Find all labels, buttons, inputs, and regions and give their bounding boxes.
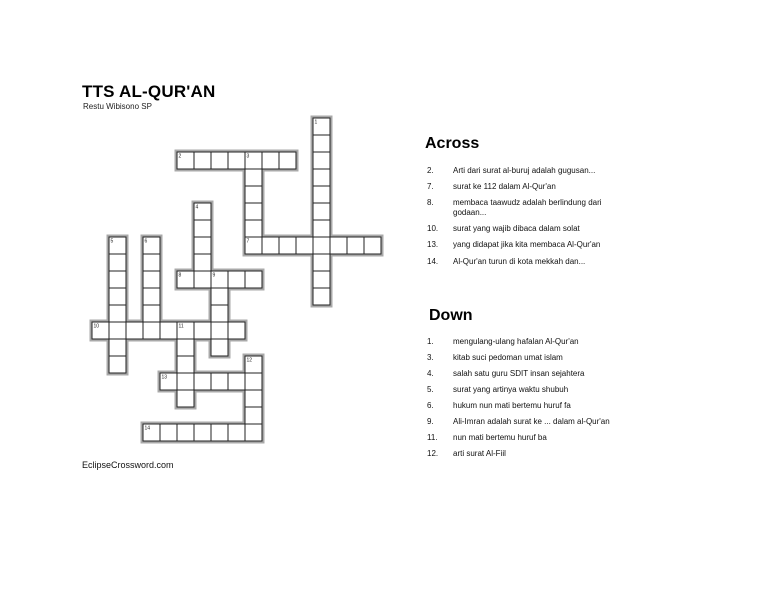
clue-number: 1. [427,337,434,346]
clue-text: surat yang wajib dibaca dalam solat [453,224,580,233]
grid-clue-number: 4 [195,204,199,211]
grid-cell [109,271,126,288]
grid-cell [143,288,160,305]
clue-number: 13. [427,240,439,249]
grid-cell [109,339,126,356]
grid-cell [211,322,228,339]
grid-cell [228,152,245,169]
grid-cell [177,356,194,373]
grid-cell [109,288,126,305]
clue-number: 10. [427,224,439,233]
clue-text: nun mati bertemu huruf ba [453,433,547,442]
grid-cell [313,271,330,288]
grid-cell [194,322,211,339]
grid-clue-number: 14 [144,425,151,432]
grid-cell [194,424,211,441]
clue-number: 4. [427,369,434,378]
grid-cell [330,237,347,254]
grid-cell [245,203,262,220]
grid-cell [143,271,160,288]
grid-cell [313,169,330,186]
grid-cell [313,237,330,254]
grid-cell [228,373,245,390]
clue-text: surat ke 112 dalam Al-Qur'an [453,182,556,191]
grid-cell [313,220,330,237]
grid-cell [109,356,126,373]
grid-cell [177,373,194,390]
grid-cell [126,322,143,339]
clue-text: arti surat Al-Fiil [453,449,506,458]
grid-cell [228,271,245,288]
clue-text: membaca taawudz adalah berlindung dari godaan... [453,198,602,217]
grid-cell [245,407,262,424]
grid-cell [245,271,262,288]
clue-text: Arti dari surat al-buruj adalah gugusan... [453,166,596,175]
grid-cell [296,237,313,254]
clue-number: 14. [427,257,439,266]
grid-clue-number: 10 [93,323,100,330]
grid-cell [177,339,194,356]
clue-text: Al-Qur'an turun di kota mekkah dan... [453,257,586,266]
grid-cell [211,288,228,305]
grid-cell [211,152,228,169]
grid-clue-number: 5 [110,238,114,245]
grid-clue-number: 1 [314,119,318,126]
grid-cell [211,373,228,390]
clue-text: salah satu guru SDIT insan sejahtera [453,369,585,378]
grid-clue-number: 12 [246,357,253,364]
clue-number: 12. [427,449,439,458]
grid-cell [109,305,126,322]
grid-cell [245,186,262,203]
grid-cell [160,322,177,339]
clue-text: surat yang artinya waktu shubuh [453,385,569,394]
grid-cell [194,152,211,169]
grid-cell [194,254,211,271]
grid-cell [279,237,296,254]
grid-cell [262,152,279,169]
grid-cell [143,254,160,271]
clue-text: mengulang-ulang hafalan Al-Qur'an [453,337,579,346]
grid-cell [347,237,364,254]
grid-cell [160,424,177,441]
grid-cell [194,373,211,390]
grid-clue-number: 9 [212,272,216,279]
grid-clue-number: 11 [178,323,184,330]
grid-cell [211,424,228,441]
grid-clue-number: 6 [144,238,148,245]
grid-cell [245,220,262,237]
clue-number: 11. [427,433,438,442]
grid-cell [245,424,262,441]
grid-cell [313,152,330,169]
grid-cell [194,237,211,254]
grid-cell [228,424,245,441]
grid-clue-number: 8 [178,272,182,279]
clue-text: kitab suci pedoman umat islam [453,353,563,362]
grid-cell [143,305,160,322]
grid-cell [109,254,126,271]
grid-cell [211,339,228,356]
clue-text: Ali-Imran adalah surat ke ... dalam al-Qur'an [453,417,610,426]
grid-cell [313,203,330,220]
grid-cell [313,288,330,305]
grid-cell [194,220,211,237]
grid-cell [262,237,279,254]
clue-text: hukum nun mati bertemu huruf fa [453,401,571,410]
grid-cell [364,237,381,254]
grid-cell [228,322,245,339]
grid-cell [279,152,296,169]
clue-number: 2. [427,166,434,175]
clue-number: 9. [427,417,434,426]
down-heading: Down [429,307,473,324]
puzzle-author: Restu Wibisono SP [83,102,152,111]
clue-number: 7. [427,182,434,191]
grid-clue-number: 13 [161,374,168,381]
grid-cell [211,305,228,322]
grid-clue-number: 7 [246,238,250,245]
grid-cell [313,135,330,152]
grid-clue-number: 2 [178,153,182,160]
grid-cell [143,322,160,339]
grid-cell [177,390,194,407]
grid-clue-number: 3 [246,153,250,160]
clue-number: 5. [427,385,434,394]
grid-cell [245,390,262,407]
across-heading: Across [425,135,480,152]
grid-cell [245,373,262,390]
grid-cell [109,322,126,339]
puzzle-title: TTS AL-QUR'AN [82,82,216,101]
grid-cell [177,424,194,441]
footer-credit: EclipseCrossword.com [82,460,174,470]
grid-cell [313,186,330,203]
clue-number: 3. [427,353,434,362]
clue-number: 8. [427,198,434,207]
grid-cell [313,254,330,271]
grid-cell [194,271,211,288]
grid-cell [245,169,262,186]
clue-number: 6. [427,401,434,410]
clue-text: yang didapat jika kita membaca Al-Qur'an [453,240,601,249]
